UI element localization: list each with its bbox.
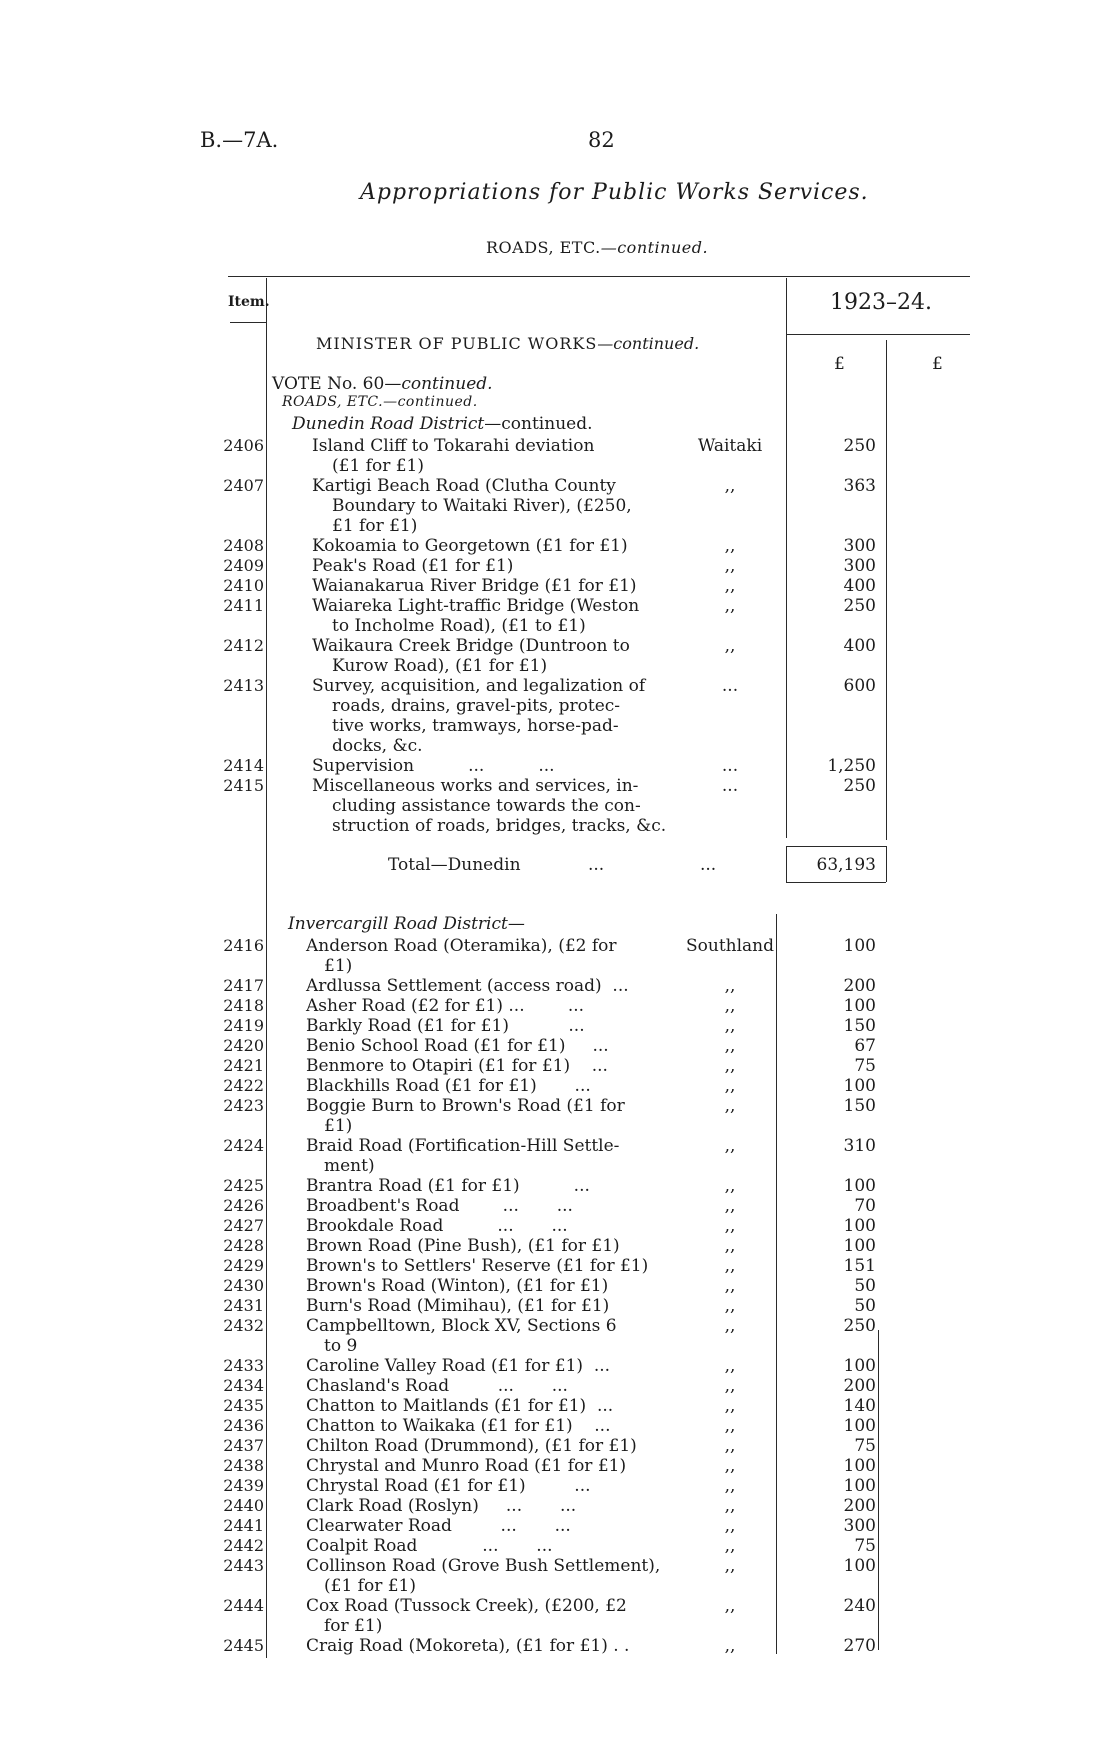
electorate: ,, — [724, 1556, 736, 1576]
item-number: 2414 — [223, 756, 264, 775]
electorate: ,, — [724, 596, 736, 616]
item-amount: 100 — [843, 1176, 876, 1196]
item-number: 2424 — [223, 1136, 264, 1155]
item-amount: 300 — [843, 536, 876, 556]
item-description: Blackhills Road (£1 for £1) ... — [306, 1076, 591, 1096]
item-amount: 400 — [843, 636, 876, 656]
electorate: ,, — [724, 996, 736, 1016]
total-box-left — [786, 846, 787, 882]
electorate: ,, — [724, 536, 736, 556]
total-box-top — [786, 846, 886, 847]
item-amount: 240 — [843, 1596, 876, 1616]
item-description: Benmore to Otapiri (£1 for £1) ... — [306, 1056, 608, 1076]
district-continued: —continued. — [484, 414, 593, 434]
item-amount: 70 — [854, 1196, 876, 1216]
item-description: (£1 for £1) — [332, 456, 424, 476]
item-amount: 75 — [854, 1436, 876, 1456]
item-amount: 100 — [843, 1416, 876, 1436]
total-label: Total—Dunedin — [388, 855, 521, 875]
item-number: 2406 — [223, 436, 264, 455]
year-header-rule — [786, 334, 970, 335]
item-description: Brantra Road (£1 for £1) ... — [306, 1176, 590, 1196]
item-number: 2416 — [223, 936, 264, 955]
item-number: 2437 — [223, 1436, 264, 1455]
item-amount: 151 — [843, 1256, 876, 1276]
electorate: ,, — [724, 1276, 736, 1296]
item-amount: 100 — [843, 996, 876, 1016]
item-number: 2417 — [223, 976, 264, 995]
roads-heading — [282, 394, 478, 410]
electorate: ,, — [724, 1536, 736, 1556]
item-amount: 75 — [854, 1536, 876, 1556]
electorate: ,, — [724, 1416, 736, 1436]
district-name: Dunedin Road District — [292, 414, 485, 434]
item-description: Caroline Valley Road (£1 for £1) ... — [306, 1356, 611, 1376]
item-column-rule — [266, 278, 267, 1658]
item-description: Brown's to Settlers' Reserve (£1 for £1) — [306, 1256, 649, 1276]
electorate: ,, — [724, 556, 736, 576]
electorate: ,, — [724, 1456, 736, 1476]
vote-label: VOTE No. 60 — [272, 374, 385, 394]
district-name: Invercargill Road District— — [288, 914, 525, 934]
item-number: 2410 — [223, 576, 264, 595]
item-description: Ardlussa Settlement (access road) ... — [306, 976, 629, 996]
page-title: Appropriations for Public Works Services. — [360, 180, 869, 205]
item-description: struction of roads, bridges, tracks, &c. — [332, 816, 667, 836]
item-number: 2412 — [223, 636, 264, 655]
item-description: £1 for £1) — [332, 516, 418, 536]
item-amount: 100 — [843, 1216, 876, 1236]
section-continued: —continued. — [600, 238, 709, 257]
item-description: Barkly Road (£1 for £1) ... — [306, 1016, 585, 1036]
item-description: Clark Road (Roslyn) ... ... — [306, 1496, 577, 1516]
electorate: ,, — [724, 1596, 736, 1616]
item-number: 2409 — [223, 556, 264, 575]
leader-dots: ... — [588, 855, 605, 875]
item-number: 2441 — [223, 1516, 264, 1535]
item-number: 2432 — [223, 1316, 264, 1335]
item-number: 2431 — [223, 1296, 264, 1315]
page-number: 82 — [588, 128, 615, 152]
electorate: ,, — [724, 1356, 736, 1376]
item-amount: 150 — [843, 1096, 876, 1116]
district-heading-invercargill — [288, 914, 525, 934]
item-number: 2419 — [223, 1016, 264, 1035]
electorate: ,, — [724, 1396, 736, 1416]
item-amount: 100 — [843, 1356, 876, 1376]
item-number: 2428 — [223, 1236, 264, 1255]
item-number: 2444 — [223, 1596, 264, 1615]
item-amount: 363 — [843, 476, 876, 496]
item-description: Waianakarua River Bridge (£1 for £1) — [312, 576, 637, 596]
electorate: ,, — [724, 1316, 736, 1336]
item-description: Chrystal Road (£1 for £1) ... — [306, 1476, 591, 1496]
item-amount: 200 — [843, 1376, 876, 1396]
item-description: docks, &c. — [332, 736, 423, 756]
electorate: ,, — [724, 1196, 736, 1216]
item-number: 2411 — [223, 596, 264, 615]
item-description: for £1) — [324, 1616, 383, 1636]
section-heading — [486, 238, 708, 257]
item-description: Collinson Road (Grove Bush Settlement), — [306, 1556, 661, 1576]
item-number: 2430 — [223, 1276, 264, 1295]
electorate: ,, — [724, 1076, 736, 1096]
item-description: Boggie Burn to Brown's Road (£1 for — [306, 1096, 625, 1116]
amount-column-left-rule — [786, 278, 787, 838]
amount-column-mid-rule — [886, 340, 887, 840]
item-description: to Incholme Road), (£1 to £1) — [332, 616, 586, 636]
item-number: 2436 — [223, 1416, 264, 1435]
item-description: roads, drains, gravel-pits, protec- — [332, 696, 621, 716]
item-description: £1) — [324, 1116, 353, 1136]
item-description: Burn's Road (Mimihau), (£1 for £1) — [306, 1296, 610, 1316]
electorate: ,, — [724, 1476, 736, 1496]
electorate: Waitaki — [697, 436, 763, 456]
electorate: ,, — [724, 1096, 736, 1116]
electorate: ,, — [724, 1036, 736, 1056]
section-name: ROADS, ETC. — [486, 238, 601, 257]
item-amount: 250 — [843, 776, 876, 796]
item-description: Benio School Road (£1 for £1) ... — [306, 1036, 609, 1056]
electorate: ,, — [724, 1056, 736, 1076]
electorate: ,, — [724, 1136, 736, 1156]
table-top-rule — [228, 276, 970, 277]
year-column-header: 1923–24. — [830, 290, 932, 315]
electorate: ,, — [724, 1236, 736, 1256]
electorate: ,, — [724, 1296, 736, 1316]
item-description: Miscellaneous works and services, in- — [312, 776, 639, 796]
item-description: Boundary to Waitaki River), (£250, — [332, 496, 632, 516]
item-number: 2425 — [223, 1176, 264, 1195]
item-amount: 250 — [843, 596, 876, 616]
item-amount: 300 — [843, 556, 876, 576]
electorate: ,, — [724, 1636, 736, 1656]
item-description: Waiareka Light-traffic Bridge (Weston — [312, 596, 640, 616]
item-amount: 1,250 — [827, 756, 876, 776]
item-description: Braid Road (Fortification-Hill Settle- — [306, 1136, 620, 1156]
item-number: 2421 — [223, 1056, 264, 1075]
total-box-bottom — [786, 882, 886, 883]
item-number: 2433 — [223, 1356, 264, 1375]
item-description: Chilton Road (Drummond), (£1 for £1) — [306, 1436, 637, 1456]
item-amount: 100 — [843, 936, 876, 956]
total-box-right — [886, 846, 887, 882]
item-description: Chatton to Maitlands (£1 for £1) ... — [306, 1396, 614, 1416]
electorate: ... — [721, 776, 739, 796]
total-amount: 63,193 — [816, 855, 876, 875]
item-header-rule — [230, 322, 266, 323]
item-number: 2415 — [223, 776, 264, 795]
item-amount: 400 — [843, 576, 876, 596]
leader-dots: ... — [700, 855, 717, 875]
item-amount: 100 — [843, 1476, 876, 1496]
electorate: ,, — [724, 1376, 736, 1396]
minister-continued: —continued. — [597, 334, 700, 353]
document-reference: B.—7A. — [200, 128, 279, 152]
item-number: 2445 — [223, 1636, 264, 1655]
item-description: Kokoamia to Georgetown (£1 for £1) — [312, 536, 628, 556]
item-number: 2426 — [223, 1196, 264, 1215]
electorate: ,, — [724, 476, 736, 496]
item-description: Chrystal and Munro Road (£1 for £1) — [306, 1456, 627, 1476]
electorate: ,, — [724, 1436, 736, 1456]
electorate: ,, — [724, 1496, 736, 1516]
item-amount: 200 — [843, 1496, 876, 1516]
item-description: Chatton to Waikaka (£1 for £1) ... — [306, 1416, 611, 1436]
item-number: 2438 — [223, 1456, 264, 1475]
item-amount: 100 — [843, 1456, 876, 1476]
item-description: £1) — [324, 956, 353, 976]
item-description: Kurow Road), (£1 for £1) — [332, 656, 548, 676]
item-column-header: Item. — [228, 294, 270, 310]
item-amount: 67 — [854, 1036, 876, 1056]
item-description: cluding assistance towards the con- — [332, 796, 641, 816]
electorate: ,, — [724, 976, 736, 996]
item-amount: 600 — [843, 676, 876, 696]
item-description: Campbelltown, Block XV, Sections 6 — [306, 1316, 617, 1336]
electorate: ... — [721, 756, 739, 776]
item-number: 2427 — [223, 1216, 264, 1235]
item-number: 2439 — [223, 1476, 264, 1495]
item-description: Supervision ... ... — [312, 756, 555, 776]
electorate: ,, — [724, 1016, 736, 1036]
item-amount: 250 — [843, 1316, 876, 1336]
electorate: ,, — [724, 1256, 736, 1276]
item-number: 2435 — [223, 1396, 264, 1415]
item-description: Craig Road (Mokoreta), (£1 for £1) . . — [306, 1636, 630, 1656]
currency-symbol: £ — [932, 354, 943, 374]
item-amount: 250 — [843, 436, 876, 456]
electorate: ... — [721, 676, 739, 696]
item-description: Waikaura Creek Bridge (Duntroon to — [312, 636, 630, 656]
item-number: 2434 — [223, 1376, 264, 1395]
item-number: 2422 — [223, 1076, 264, 1095]
item-description: tive works, tramways, horse-pad- — [332, 716, 619, 736]
item-description: Asher Road (£2 for £1) ... ... — [306, 996, 585, 1016]
item-amount: 75 — [854, 1056, 876, 1076]
electorate: ,, — [724, 1216, 736, 1236]
item-amount: 100 — [843, 1236, 876, 1256]
district-heading-dunedin — [292, 414, 592, 434]
item-description: Island Cliff to Tokarahi deviation — [312, 436, 595, 456]
item-amount: 140 — [843, 1396, 876, 1416]
item-description: Survey, acquisition, and legalization of — [312, 676, 646, 696]
item-amount: 270 — [843, 1636, 876, 1656]
item-number: 2429 — [223, 1256, 264, 1275]
electorate: Southland — [685, 936, 774, 956]
item-amount: 150 — [843, 1016, 876, 1036]
item-description: Brown Road (Pine Bush), (£1 for £1) — [306, 1236, 620, 1256]
item-description: Coalpit Road ... ... — [306, 1536, 553, 1556]
minister-name: MINISTER OF PUBLIC WORKS — [316, 334, 598, 353]
item-number: 2440 — [223, 1496, 264, 1515]
electorate: ,, — [724, 576, 736, 596]
item-number: 2418 — [223, 996, 264, 1015]
item-number: 2407 — [223, 476, 264, 495]
item-number: 2408 — [223, 536, 264, 555]
item-amount: 50 — [854, 1276, 876, 1296]
item-description: Peak's Road (£1 for £1) — [312, 556, 514, 576]
vote-heading — [272, 374, 493, 394]
item-description: to 9 — [324, 1336, 358, 1356]
item-amount: 50 — [854, 1296, 876, 1316]
item-description: Brookdale Road ... ... — [306, 1216, 568, 1236]
item-description: Clearwater Road ... ... — [306, 1516, 571, 1536]
item-description: Anderson Road (Oteramika), (£2 for — [306, 936, 617, 956]
item-number: 2443 — [223, 1556, 264, 1575]
item-description: (£1 for £1) — [324, 1576, 416, 1596]
item-number: 2423 — [223, 1096, 264, 1115]
minister-heading — [316, 334, 699, 353]
item-description: Chasland's Road ... ... — [306, 1376, 568, 1396]
item-amount: 300 — [843, 1516, 876, 1536]
item-amount: 100 — [843, 1556, 876, 1576]
item-number: 2413 — [223, 676, 264, 695]
item-description: Broadbent's Road ... ... — [306, 1196, 573, 1216]
item-description: Brown's Road (Winton), (£1 for £1) — [306, 1276, 609, 1296]
item-amount: 100 — [843, 1076, 876, 1096]
electorate: ,, — [724, 1176, 736, 1196]
vote-continued: —continued. — [384, 374, 493, 394]
item-number: 2442 — [223, 1536, 264, 1555]
amount-column-lower-right-rule — [878, 1330, 879, 1650]
roads-label: ROADS, ETC.—continued. — [282, 394, 478, 410]
item-description: Kartigi Beach Road (Clutha County — [312, 476, 616, 496]
currency-symbol: £ — [834, 354, 845, 374]
electorate: ,, — [724, 1516, 736, 1536]
item-description: ment) — [324, 1156, 375, 1176]
item-amount: 200 — [843, 976, 876, 996]
electorate: ,, — [724, 636, 736, 656]
item-description: Cox Road (Tussock Creek), (£200, £2 — [306, 1596, 627, 1616]
item-amount: 310 — [843, 1136, 876, 1156]
item-number: 2420 — [223, 1036, 264, 1055]
